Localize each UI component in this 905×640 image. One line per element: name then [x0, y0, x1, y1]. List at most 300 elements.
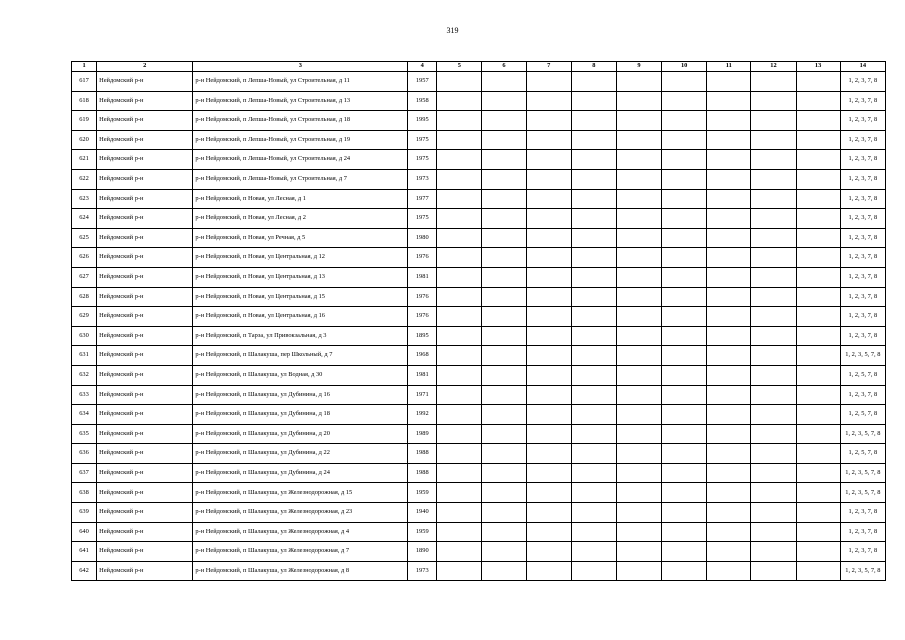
year-cell: 1981 — [408, 365, 437, 385]
district-cell: Нейдомский р-н — [97, 169, 193, 189]
table-row — [72, 91, 886, 111]
codes-cell: 1, 2, 3, 7, 8 — [840, 522, 885, 542]
year-cell: 1890 — [408, 542, 437, 562]
empty-cell-col-7 — [526, 542, 571, 562]
district-cell: Нейдомский р-н — [97, 307, 193, 327]
district-cell: Нейдомский р-н — [97, 130, 193, 150]
empty-cell-col-7 — [526, 150, 571, 170]
empty-cell-col-10 — [662, 326, 707, 346]
empty-cell-col-11 — [707, 228, 751, 248]
empty-cell-col-9 — [616, 326, 661, 346]
empty-cell-col-7 — [526, 248, 571, 268]
empty-cell-col-12 — [751, 346, 796, 366]
empty-cell-col-8 — [571, 405, 616, 425]
codes-cell: 1, 2, 3, 7, 8 — [840, 542, 885, 562]
empty-cell-col-7 — [526, 228, 571, 248]
codes-cell: 1, 2, 3, 7, 8 — [840, 111, 885, 131]
table-row — [72, 346, 886, 366]
row-number-cell: 636 — [72, 444, 97, 464]
empty-cell-col-11 — [707, 542, 751, 562]
empty-cell-col-5 — [437, 169, 482, 189]
address-cell: р-н Нейдомский, п Шалакуша, ул Дубинина, д 16 — [193, 385, 408, 405]
empty-cell-col-13 — [796, 463, 840, 483]
empty-cell-col-12 — [751, 542, 796, 562]
district-cell: Нейдомский р-н — [97, 111, 193, 131]
table-row — [72, 189, 886, 209]
empty-cell-col-12 — [751, 248, 796, 268]
empty-cell-col-10 — [662, 287, 707, 307]
table-row — [72, 326, 886, 346]
empty-cell-col-11 — [707, 209, 751, 229]
empty-cell-col-12 — [751, 463, 796, 483]
empty-cell-col-13 — [796, 424, 840, 444]
empty-cell-col-6 — [482, 503, 526, 523]
empty-cell-col-6 — [482, 522, 526, 542]
row-number-cell: 642 — [72, 561, 97, 581]
district-cell: Нейдомский р-н — [97, 405, 193, 425]
table-row — [72, 444, 886, 464]
empty-cell-col-5 — [437, 385, 482, 405]
district-cell: Нейдомский р-н — [97, 385, 193, 405]
year-cell: 1980 — [408, 228, 437, 248]
table-row — [72, 228, 886, 248]
codes-cell: 1, 2, 3, 7, 8 — [840, 307, 885, 327]
empty-cell-col-8 — [571, 463, 616, 483]
empty-cell-col-6 — [482, 189, 526, 209]
year-cell: 1895 — [408, 326, 437, 346]
table-row — [72, 463, 886, 483]
address-cell: р-н Нейдомский, п Лепша-Новый, ул Строительная, д 18 — [193, 111, 408, 131]
row-number-cell: 635 — [72, 424, 97, 444]
year-cell: 1977 — [408, 189, 437, 209]
district-cell: Нейдомский р-н — [97, 72, 193, 92]
codes-cell: 1, 2, 3, 5, 7, 8 — [840, 561, 885, 581]
empty-cell-col-6 — [482, 405, 526, 425]
year-cell: 1992 — [408, 405, 437, 425]
empty-cell-col-5 — [437, 130, 482, 150]
row-number-cell: 629 — [72, 307, 97, 327]
empty-cell-col-12 — [751, 150, 796, 170]
codes-cell: 1, 2, 3, 7, 8 — [840, 130, 885, 150]
empty-cell-col-8 — [571, 267, 616, 287]
column-header-13: 13 — [796, 62, 840, 72]
column-header-7: 7 — [526, 62, 571, 72]
empty-cell-col-10 — [662, 130, 707, 150]
empty-cell-col-12 — [751, 483, 796, 503]
empty-cell-col-12 — [751, 385, 796, 405]
codes-cell: 1, 2, 3, 7, 8 — [840, 209, 885, 229]
address-cell: р-н Нейдомский, п Новая, ул Центральная, д 15 — [193, 287, 408, 307]
empty-cell-col-9 — [616, 365, 661, 385]
empty-cell-col-10 — [662, 267, 707, 287]
empty-cell-col-6 — [482, 424, 526, 444]
empty-cell-col-9 — [616, 287, 661, 307]
empty-cell-col-8 — [571, 248, 616, 268]
codes-cell: 1, 2, 3, 7, 8 — [840, 326, 885, 346]
empty-cell-col-8 — [571, 130, 616, 150]
empty-cell-col-12 — [751, 228, 796, 248]
district-cell: Нейдомский р-н — [97, 209, 193, 229]
row-number-cell: 621 — [72, 150, 97, 170]
column-header-6: 6 — [482, 62, 526, 72]
column-header-2: 2 — [97, 62, 193, 72]
empty-cell-col-8 — [571, 483, 616, 503]
empty-cell-col-8 — [571, 189, 616, 209]
address-cell: р-н Нейдомский, п Лепша-Новый, ул Строительная, д 7 — [193, 169, 408, 189]
empty-cell-col-12 — [751, 444, 796, 464]
address-cell: р-н Нейдомский, п Тарза, ул Привокзальная, д 3 — [193, 326, 408, 346]
empty-cell-col-5 — [437, 542, 482, 562]
empty-cell-col-11 — [707, 326, 751, 346]
district-cell: Нейдомский р-н — [97, 248, 193, 268]
empty-cell-col-13 — [796, 307, 840, 327]
empty-cell-col-5 — [437, 150, 482, 170]
empty-cell-col-6 — [482, 130, 526, 150]
empty-cell-col-7 — [526, 130, 571, 150]
empty-cell-col-8 — [571, 503, 616, 523]
year-cell: 1981 — [408, 267, 437, 287]
empty-cell-col-8 — [571, 72, 616, 92]
empty-cell-col-10 — [662, 150, 707, 170]
address-cell: р-н Нейдомский, п Шалакуша, ул Железнодорожная, д 4 — [193, 522, 408, 542]
address-cell: р-н Нейдомский, п Новая, ул Центральная, д 13 — [193, 267, 408, 287]
codes-cell: 1, 2, 3, 7, 8 — [840, 150, 885, 170]
table-row — [72, 169, 886, 189]
address-cell: р-н Нейдомский, п Лепша-Новый, ул Строительная, д 11 — [193, 72, 408, 92]
empty-cell-col-9 — [616, 189, 661, 209]
empty-cell-col-7 — [526, 483, 571, 503]
empty-cell-col-13 — [796, 111, 840, 131]
empty-cell-col-13 — [796, 248, 840, 268]
empty-cell-col-9 — [616, 169, 661, 189]
district-cell: Нейдомский р-н — [97, 326, 193, 346]
district-cell: Нейдомский р-н — [97, 444, 193, 464]
empty-cell-col-5 — [437, 248, 482, 268]
address-cell: р-н Нейдомский, п Шалакуша, ул Дубинина, д 20 — [193, 424, 408, 444]
district-cell: Нейдомский р-н — [97, 287, 193, 307]
empty-cell-col-11 — [707, 111, 751, 131]
empty-cell-col-10 — [662, 72, 707, 92]
empty-cell-col-5 — [437, 444, 482, 464]
empty-cell-col-10 — [662, 365, 707, 385]
empty-cell-col-13 — [796, 189, 840, 209]
year-cell: 1959 — [408, 483, 437, 503]
empty-cell-col-9 — [616, 483, 661, 503]
empty-cell-col-9 — [616, 444, 661, 464]
empty-cell-col-10 — [662, 463, 707, 483]
year-cell: 1959 — [408, 522, 437, 542]
row-number-cell: 625 — [72, 228, 97, 248]
codes-cell: 1, 2, 3, 5, 7, 8 — [840, 483, 885, 503]
table-row — [72, 385, 886, 405]
row-number-cell: 637 — [72, 463, 97, 483]
empty-cell-col-12 — [751, 365, 796, 385]
empty-cell-col-12 — [751, 307, 796, 327]
address-cell: р-н Нейдомский, п Новая, ул Лесная, д 1 — [193, 189, 408, 209]
empty-cell-col-10 — [662, 444, 707, 464]
empty-cell-col-11 — [707, 130, 751, 150]
empty-cell-col-11 — [707, 91, 751, 111]
empty-cell-col-12 — [751, 424, 796, 444]
empty-cell-col-5 — [437, 405, 482, 425]
empty-cell-col-13 — [796, 444, 840, 464]
empty-cell-col-13 — [796, 130, 840, 150]
empty-cell-col-12 — [751, 72, 796, 92]
row-number-cell: 620 — [72, 130, 97, 150]
empty-cell-col-7 — [526, 287, 571, 307]
empty-cell-col-9 — [616, 228, 661, 248]
district-cell: Нейдомский р-н — [97, 365, 193, 385]
row-number-cell: 626 — [72, 248, 97, 268]
empty-cell-col-8 — [571, 385, 616, 405]
empty-cell-col-9 — [616, 209, 661, 229]
empty-cell-col-6 — [482, 542, 526, 562]
year-cell: 1995 — [408, 111, 437, 131]
district-cell: Нейдомский р-н — [97, 561, 193, 581]
page-number: 319 — [446, 26, 459, 35]
address-cell: р-н Нейдомский, п Шалакуша, ул Железнодорожная, д 8 — [193, 561, 408, 581]
empty-cell-col-8 — [571, 365, 616, 385]
empty-cell-col-9 — [616, 561, 661, 581]
empty-cell-col-7 — [526, 463, 571, 483]
table-row — [72, 209, 886, 229]
row-number-cell: 638 — [72, 483, 97, 503]
empty-cell-col-9 — [616, 522, 661, 542]
empty-cell-col-6 — [482, 463, 526, 483]
empty-cell-col-11 — [707, 365, 751, 385]
year-cell: 1975 — [408, 209, 437, 229]
empty-cell-col-12 — [751, 561, 796, 581]
empty-cell-col-11 — [707, 72, 751, 92]
address-cell: р-н Нейдомский, п Новая, ул Центральная, д 16 — [193, 307, 408, 327]
empty-cell-col-9 — [616, 385, 661, 405]
empty-cell-col-7 — [526, 209, 571, 229]
empty-cell-col-9 — [616, 267, 661, 287]
empty-cell-col-10 — [662, 424, 707, 444]
empty-cell-col-9 — [616, 424, 661, 444]
empty-cell-col-7 — [526, 189, 571, 209]
empty-cell-col-8 — [571, 542, 616, 562]
year-cell: 1968 — [408, 346, 437, 366]
empty-cell-col-13 — [796, 150, 840, 170]
empty-cell-col-13 — [796, 209, 840, 229]
row-number-cell: 631 — [72, 346, 97, 366]
empty-cell-col-6 — [482, 91, 526, 111]
codes-cell: 1, 2, 5, 7, 8 — [840, 405, 885, 425]
empty-cell-col-7 — [526, 365, 571, 385]
column-header-10: 10 — [662, 62, 707, 72]
year-cell: 1988 — [408, 444, 437, 464]
empty-cell-col-7 — [526, 385, 571, 405]
empty-cell-col-5 — [437, 326, 482, 346]
empty-cell-col-12 — [751, 267, 796, 287]
empty-cell-col-8 — [571, 111, 616, 131]
empty-cell-col-11 — [707, 307, 751, 327]
empty-cell-col-12 — [751, 209, 796, 229]
row-number-cell: 622 — [72, 169, 97, 189]
empty-cell-col-8 — [571, 326, 616, 346]
year-cell: 1973 — [408, 561, 437, 581]
empty-cell-col-9 — [616, 463, 661, 483]
codes-cell: 1, 2, 3, 7, 8 — [840, 91, 885, 111]
codes-cell: 1, 2, 3, 7, 8 — [840, 169, 885, 189]
address-cell: р-н Нейдомский, п Шалакуша, ул Железнодорожная, д 15 — [193, 483, 408, 503]
empty-cell-col-8 — [571, 561, 616, 581]
row-number-cell: 623 — [72, 189, 97, 209]
year-cell: 1940 — [408, 503, 437, 523]
codes-cell: 1, 2, 3, 7, 8 — [840, 72, 885, 92]
empty-cell-col-8 — [571, 209, 616, 229]
row-number-cell: 634 — [72, 405, 97, 425]
table-row — [72, 365, 886, 385]
address-cell: р-н Нейдомский, п Шалакуша, ул Водная, д 30 — [193, 365, 408, 385]
empty-cell-col-7 — [526, 91, 571, 111]
empty-cell-col-7 — [526, 326, 571, 346]
row-number-cell: 641 — [72, 542, 97, 562]
table-row — [72, 150, 886, 170]
column-header-8: 8 — [571, 62, 616, 72]
empty-cell-col-5 — [437, 522, 482, 542]
year-cell: 1988 — [408, 463, 437, 483]
empty-cell-col-6 — [482, 228, 526, 248]
row-number-cell: 640 — [72, 522, 97, 542]
empty-cell-col-5 — [437, 228, 482, 248]
empty-cell-col-11 — [707, 248, 751, 268]
empty-cell-col-11 — [707, 385, 751, 405]
empty-cell-col-9 — [616, 346, 661, 366]
empty-cell-col-5 — [437, 346, 482, 366]
empty-cell-col-12 — [751, 169, 796, 189]
header-row — [72, 62, 886, 72]
year-cell: 1989 — [408, 424, 437, 444]
table-header — [72, 62, 886, 72]
district-cell: Нейдомский р-н — [97, 424, 193, 444]
empty-cell-col-13 — [796, 542, 840, 562]
district-cell: Нейдомский р-н — [97, 267, 193, 287]
empty-cell-col-12 — [751, 111, 796, 131]
year-cell: 1976 — [408, 248, 437, 268]
empty-cell-col-6 — [482, 209, 526, 229]
address-cell: р-н Нейдомский, п Шалакуша, ул Железнодорожная, д 7 — [193, 542, 408, 562]
empty-cell-col-7 — [526, 72, 571, 92]
column-header-9: 9 — [616, 62, 661, 72]
table-row — [72, 248, 886, 268]
address-cell: р-н Нейдомский, п Лепша-Новый, ул Строительная, д 24 — [193, 150, 408, 170]
row-number-cell: 630 — [72, 326, 97, 346]
empty-cell-col-10 — [662, 483, 707, 503]
empty-cell-col-13 — [796, 483, 840, 503]
empty-cell-col-10 — [662, 111, 707, 131]
address-cell: р-н Нейдомский, п Новая, ул Лесная, д 2 — [193, 209, 408, 229]
empty-cell-col-5 — [437, 503, 482, 523]
empty-cell-col-7 — [526, 346, 571, 366]
housing-registry-table — [71, 61, 886, 581]
empty-cell-col-13 — [796, 326, 840, 346]
empty-cell-col-8 — [571, 444, 616, 464]
empty-cell-col-8 — [571, 307, 616, 327]
district-cell: Нейдомский р-н — [97, 91, 193, 111]
empty-cell-col-5 — [437, 111, 482, 131]
empty-cell-col-11 — [707, 346, 751, 366]
empty-cell-col-9 — [616, 130, 661, 150]
empty-cell-col-13 — [796, 228, 840, 248]
empty-cell-col-7 — [526, 522, 571, 542]
empty-cell-col-6 — [482, 561, 526, 581]
empty-cell-col-5 — [437, 365, 482, 385]
year-cell: 1975 — [408, 150, 437, 170]
empty-cell-col-6 — [482, 150, 526, 170]
table-row — [72, 503, 886, 523]
district-cell: Нейдомский р-н — [97, 463, 193, 483]
empty-cell-col-9 — [616, 111, 661, 131]
table-row — [72, 111, 886, 131]
year-cell: 1958 — [408, 91, 437, 111]
table-row — [72, 307, 886, 327]
empty-cell-col-10 — [662, 346, 707, 366]
empty-cell-col-5 — [437, 287, 482, 307]
row-number-cell: 633 — [72, 385, 97, 405]
empty-cell-col-11 — [707, 522, 751, 542]
empty-cell-col-5 — [437, 561, 482, 581]
year-cell: 1957 — [408, 72, 437, 92]
empty-cell-col-13 — [796, 287, 840, 307]
empty-cell-col-13 — [796, 365, 840, 385]
year-cell: 1971 — [408, 385, 437, 405]
table-row — [72, 522, 886, 542]
empty-cell-col-12 — [751, 503, 796, 523]
district-cell: Нейдомский р-н — [97, 346, 193, 366]
codes-cell: 1, 2, 5, 7, 8 — [840, 365, 885, 385]
empty-cell-col-10 — [662, 561, 707, 581]
empty-cell-col-5 — [437, 307, 482, 327]
empty-cell-col-7 — [526, 503, 571, 523]
empty-cell-col-11 — [707, 444, 751, 464]
empty-cell-col-9 — [616, 307, 661, 327]
empty-cell-col-11 — [707, 267, 751, 287]
empty-cell-col-7 — [526, 561, 571, 581]
district-cell: Нейдомский р-н — [97, 483, 193, 503]
table-row — [72, 424, 886, 444]
column-header-3: 3 — [193, 62, 408, 72]
empty-cell-col-5 — [437, 463, 482, 483]
empty-cell-col-7 — [526, 111, 571, 131]
district-cell: Нейдомский р-н — [97, 189, 193, 209]
empty-cell-col-12 — [751, 522, 796, 542]
empty-cell-col-5 — [437, 72, 482, 92]
empty-cell-col-11 — [707, 463, 751, 483]
empty-cell-col-6 — [482, 111, 526, 131]
empty-cell-col-8 — [571, 424, 616, 444]
district-cell: Нейдомский р-н — [97, 228, 193, 248]
empty-cell-col-6 — [482, 169, 526, 189]
empty-cell-col-8 — [571, 522, 616, 542]
codes-cell: 1, 2, 3, 7, 8 — [840, 189, 885, 209]
empty-cell-col-12 — [751, 326, 796, 346]
empty-cell-col-12 — [751, 130, 796, 150]
codes-cell: 1, 2, 3, 5, 7, 8 — [840, 424, 885, 444]
table-row — [72, 542, 886, 562]
year-cell: 1975 — [408, 130, 437, 150]
empty-cell-col-13 — [796, 169, 840, 189]
year-cell: 1976 — [408, 307, 437, 327]
empty-cell-col-6 — [482, 385, 526, 405]
empty-cell-col-9 — [616, 91, 661, 111]
empty-cell-col-13 — [796, 267, 840, 287]
column-header-14: 14 — [840, 62, 885, 72]
district-cell: Нейдомский р-н — [97, 150, 193, 170]
district-cell: Нейдомский р-н — [97, 522, 193, 542]
empty-cell-col-11 — [707, 150, 751, 170]
